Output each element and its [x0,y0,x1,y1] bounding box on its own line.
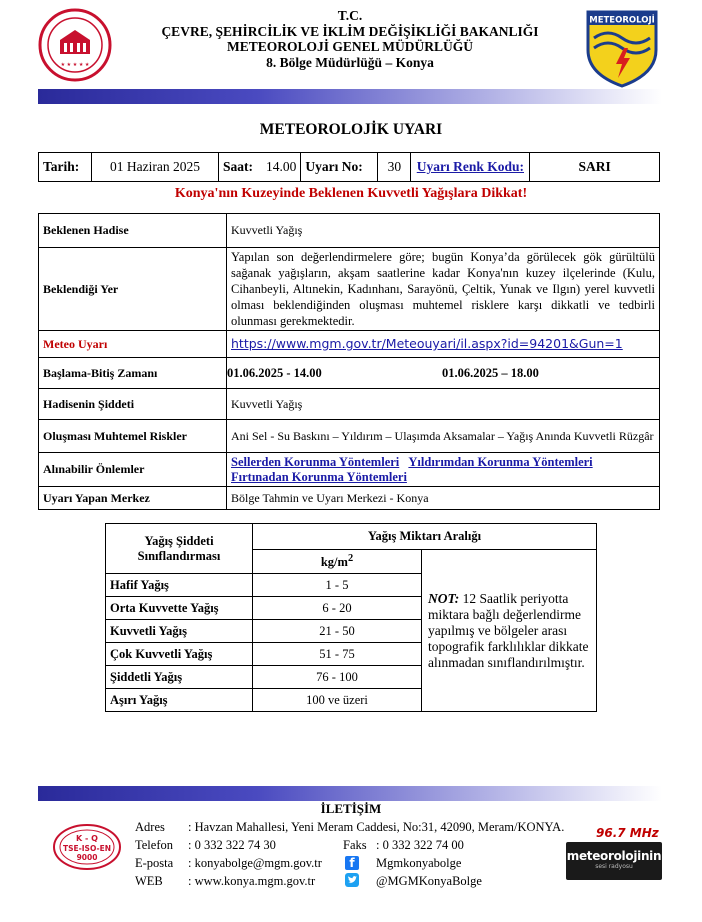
meteoroloji-shield-logo [584,8,660,88]
rain-row-range: 76 - 100 [253,666,422,689]
warning-no-label: Uyarı No: [301,153,378,182]
header-line-tc: T.C. [337,8,363,23]
warning-details-table [38,213,660,510]
lightning-protection-link[interactable]: Yıldırımdan Korunma Yöntemleri [408,454,593,469]
rain-col1-header: Yağış Şiddeti Sınıflandırması [106,524,253,574]
rain-intensity-table [105,523,597,712]
rain-row-range: 100 ve üzeri [253,689,422,712]
address-label: Adres [135,820,165,834]
rain-row-cat: Aşırı Yağış [106,689,253,712]
ministry-seal-logo [38,8,112,82]
facebook-icon[interactable]: f [345,856,359,870]
svg-text:★ ★ ★ ★ ★: ★ ★ ★ ★ ★ [60,62,90,68]
time-range-label: Başlama-Bitiş Zamanı [39,358,227,389]
rain-row-cat: Orta Kuvvette Yağış [106,597,253,620]
facebook-handle[interactable]: Mgmkonyabolge [376,856,462,870]
footer-gradient-bar [38,786,662,801]
meteo-url-link[interactable]: https://www.mgm.gov.tr/Meteouyari/il.aspx?id=94201&Gun=1 [231,336,623,351]
rain-row-range: 6 - 20 [253,597,422,620]
phone-value: : 0 332 322 74 30 [188,838,276,852]
header-gradient-bar [38,89,662,104]
rain-row-cat: Çok Kuvvetli Yağış [106,643,253,666]
center-label: Uyarı Yapan Merkez [39,487,227,510]
event-label: Beklenen Hadise [39,214,227,248]
fax-value: : 0 332 322 74 00 [376,838,464,852]
floods-protection-link[interactable]: Sellerden Korunma Yöntemleri [231,454,400,469]
radio-subtitle: sesi radyosu [595,863,633,870]
date-value: 01 Haziran 2025 [92,153,219,182]
email-value[interactable]: : konyabolge@mgm.gov.tr [188,856,322,870]
rain-note [422,550,597,712]
warning-headline: Konya'nın Kuzeyinde Beklenen Kuvvetli Yağışlara Dikkat! [174,186,528,201]
address-value: : Havzan Mahallesi, Yeni Meram Caddesi, No:31, 42090, Meram/KONYA. [188,820,565,834]
rain-row-cat: Şiddetli Yağış [106,666,253,689]
tse-quality-badge [52,823,122,871]
radio-frequency: 96.7 MHz [596,826,659,840]
rain-unit: $kg/m^2$ [253,550,422,574]
svg-text:TSE-ISO-EN: TSE-ISO-EN [63,844,111,853]
header-line-region: 8. Bölge Müdürlüğü – Konya [266,54,434,70]
twitter-handle[interactable]: @MGMKonyaBolge [376,874,482,888]
storm-protection-link[interactable]: Fırtınadan Korunma Yöntemleri [231,469,407,484]
rain-row-cat: Kuvvetli Yağış [106,620,253,643]
svg-text:9000: 9000 [76,853,98,862]
end-time: 01.06.2025 – 18.00 [442,365,539,380]
event-value: Kuvvetli Yağış [227,214,660,248]
header-line-ministry: ÇEVRE, ŞEHİRCİLİK VE İKLİM DEĞİŞİKLİĞİ BAKANLIĞI [161,23,539,39]
rain-row-cat: Hafif Yağış [106,574,253,597]
phone-label: Telefon [135,838,173,852]
rain-row-range: 21 - 50 [253,620,422,643]
web-value[interactable]: : www.konya.mgm.gov.tr [188,874,316,888]
twitter-icon[interactable] [345,873,359,887]
measures-label: Alınabilir Önlemler [39,453,227,487]
risks-label: Oluşması Muhtemel Riskler [39,420,227,453]
email-label: E-posta [135,856,174,870]
color-code-link[interactable]: Uyarı Renk Kodu: [416,159,524,174]
rain-row-range: 51 - 75 [253,643,422,666]
place-label: Beklendiği Yer [39,248,227,331]
warning-info-table [38,152,660,182]
date-label: Tarih: [39,153,92,182]
contact-title: İLETİŞİM [320,801,382,816]
rain-col2-header: Yağış Miktarı Aralığı [253,524,597,550]
radio-name: meteorolojinin [566,849,662,863]
rain-note-label: NOT: [428,590,460,606]
meteo-label: Meteo Uyarı [39,331,227,358]
page-title: METEOROLOJİK UYARI [259,121,443,138]
fax-label: Faks [343,838,367,852]
header-titles [120,8,580,70]
svg-text:K - Q: K - Q [76,834,98,843]
header-line-directorate: METEOROLOJİ GENEL MÜDÜRLÜĞÜ [226,39,474,54]
time-label: Saat: [219,153,263,182]
rain-row-range: 1 - 5 [253,574,422,597]
met-logo-text: METEOROLOJİ [589,15,655,26]
severity-value: Kuvvetli Yağış [227,389,660,420]
color-code-value: SARI [530,153,660,182]
severity-label: Hadisenin Şiddeti [39,389,227,420]
time-value: 14.00 [262,153,301,182]
center-value: Bölge Tahmin ve Uyarı Merkezi - Konya [227,487,660,510]
warning-no-value: 30 [378,153,411,182]
web-label: WEB [135,874,163,888]
place-value: Yapılan son değerlendirmelere göre; bugün Konya’da görülecek gök gürültülü sağanak yağışların, akşam saatlerine kadar Konya'nın kuzey ilçelerinde (Kulu, Cihanbeyli, Altınekin, Kadınhanı, Sarayönü, Çeltik, Yunak ve Ilgın) yerel kuvvetli olması beklendiğinden oluşması muhtemel risklere karşı dikkatli ve tedbirli olunması gerekmektedir. [227,248,660,331]
risks-value: Ani Sel - Su Baskını – Yıldırım – Ulaşımda Aksamalar – Yağış Anında Kuvvetli Rüzgâr [227,420,660,453]
rain-note-text: 12 Saatlik periyotta miktara bağlı değerlendirme yapılmış ve bölgeler arası topografik farklılıklar dikkate alınmadan sınıflandırılmıştır. [428,590,589,670]
radio-logo [566,842,662,880]
start-time: 01.06.2025 - 14.00 [227,365,322,380]
